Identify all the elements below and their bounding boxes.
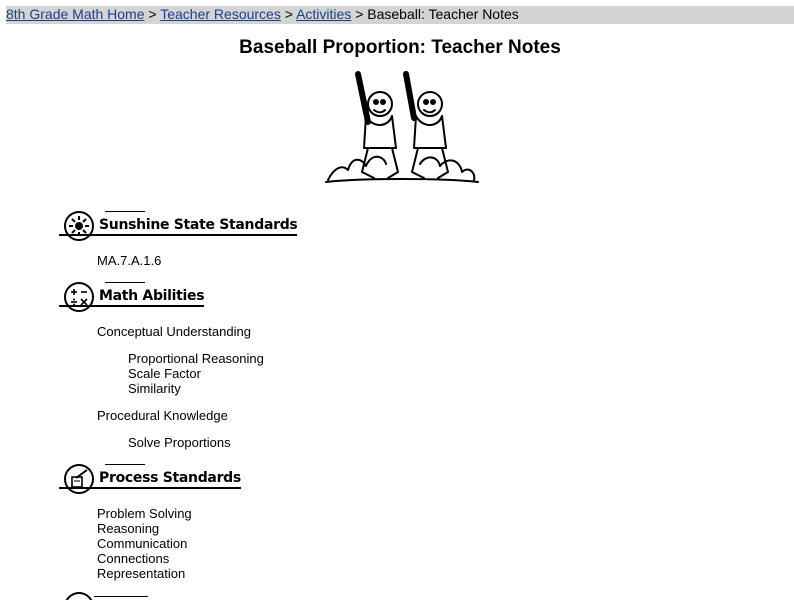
breadcrumb-link-activities[interactable]: Activities [296, 6, 352, 22]
breadcrumb-separator: > [148, 6, 157, 22]
pencil-cup-icon [64, 464, 94, 494]
breadcrumb-current: Baseball: Teacher Notes [367, 6, 519, 22]
next-section-rule [94, 596, 148, 597]
breadcrumb-separator: > [355, 6, 364, 22]
breadcrumb [6, 6, 794, 24]
ability-item: Similarity [128, 381, 181, 396]
sun-icon [64, 211, 94, 241]
process-item: Connections [97, 551, 170, 566]
math-operations-icon [64, 282, 94, 312]
baseball-players-clipart [322, 68, 482, 196]
process-item: Representation [97, 566, 186, 581]
section-title: Process Standards [99, 470, 241, 486]
process-standards-heading [64, 461, 241, 497]
process-item: Reasoning [97, 521, 160, 536]
process-item: Communication [97, 536, 188, 551]
ability-item: Solve Proportions [128, 435, 231, 450]
ability-group-label: Conceptual Understanding [97, 324, 251, 339]
breadcrumb-link-teacher-resources[interactable]: Teacher Resources [160, 6, 281, 22]
section-title: Sunshine State Standards [99, 217, 298, 233]
next-section-icon [64, 592, 94, 600]
breadcrumb-link-home[interactable]: 8th Grade Math Home [6, 6, 145, 22]
page-title: Baseball Proportion: Teacher Notes [239, 37, 561, 58]
breadcrumb-separator: > [284, 6, 293, 22]
ability-item: Proportional Reasoning [128, 351, 264, 366]
standard-item: MA.7.A.1.6 [97, 253, 162, 268]
section-title: Math Abilities [99, 288, 205, 304]
ability-group-label: Procedural Knowledge [97, 408, 228, 423]
process-item: Problem Solving [97, 506, 192, 521]
ability-item: Scale Factor [128, 366, 201, 381]
sunshine-standards-heading [64, 208, 297, 244]
math-abilities-heading [64, 279, 204, 315]
